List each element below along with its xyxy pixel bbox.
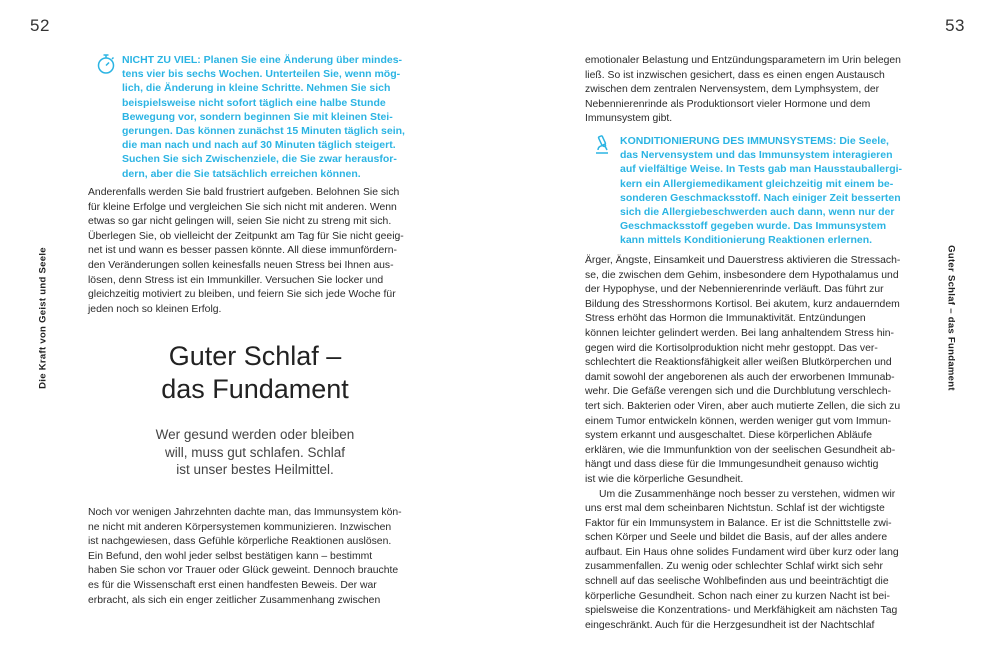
text-line: schen Körper und Seele und bildet die Basis, auf der alles andere: [585, 532, 888, 544]
text-line: Ärger, Ängste, Einsamkeit und Dauerstress aktivieren die Stressach-: [585, 255, 901, 266]
heading-line: das Fundament: [161, 374, 349, 404]
text-line: zusammenfallen. Zu wenig oder schlechter Schlaf wirkt sich sehr: [585, 561, 883, 573]
text-line: können leichter gelindert werden. Bei lang anhaltendem Stress hin-: [585, 327, 895, 339]
text-line: eingeschränkt. Auch für die Herzgesundheit ist der Nachtschlaf: [585, 619, 875, 631]
section-heading: [100, 340, 410, 406]
text-line: ne nicht mit anderen Körpersystemen kommunizieren. Inzwischen: [88, 521, 392, 533]
text-line: erbracht, als sich ein enger zeitlicher Zusammenhang zwischen: [88, 594, 381, 606]
callout-line: das Nervensystem und das Immunsystem interagieren: [620, 149, 893, 162]
text-line: uns erst mal dem scheinbaren Nichtstun. Schlaf ist der wichtigste: [585, 503, 885, 515]
text-line: Faktor für ein Immunsystem in Balance. Er ist die Schnittstelle zwi-: [585, 517, 892, 529]
text-line: den Veränderungen sollen keinesfalls neuen Stress bei Ihnen aus-: [88, 259, 394, 271]
callout-line: sonderen Geschmacksstoff. Nach einiger Zeit besserten: [620, 191, 901, 204]
text-line: etwas so gar nicht gelingen will, seien Sie nicht zu streng mit sich.: [88, 216, 392, 228]
text-line: schlechtert die Reaktionsfähigkeit aller weißen Blutkörperchen und: [585, 357, 892, 369]
section-subheading: [100, 426, 410, 479]
text-line: der Hypophyse, und der Nebennierenrinde verläuft. Das führt zur: [585, 284, 884, 296]
callout-line: tens vier bis sechs Wochen. Unterteilen Sie, wenn mög-: [122, 68, 401, 81]
text-line: Stress erhöht das Hormon die Immunaktivität. Entzündungen: [585, 313, 866, 325]
callout-line: kann mittels Konditionierung Reaktionen erlernen.: [620, 234, 873, 247]
callout-line: dern, aber die Sie tatsächlich erreichen können.: [122, 167, 361, 180]
text-line: jeden noch so kleinen Erfolg.: [88, 303, 222, 315]
text-line: Überlegen Sie, ob vielleicht der Zeitpunkt am Tag für Sie nicht geeig-: [88, 230, 404, 242]
text-line: gegen wird die Kortisolproduktion nicht mehr gestoppt. Das ver-: [585, 342, 878, 354]
right-paragraph-1: [585, 54, 901, 127]
callout-line: kern ein Allergiemedikament gleichzeitig mit einem be-: [620, 177, 894, 190]
text-line: einem Tumor entwickeln können, werden weniger gut vom Immun-: [585, 415, 892, 427]
callout-line: beispielsweise nicht sofort täglich eine halbe Stunde: [122, 96, 386, 109]
text-line: aufbaut. Ein Haus ohne solides Fundament wird über kurz oder lang: [585, 546, 899, 558]
text-line: gleichzeitig motiviert zu bleiben, und feiern Sie sich jede Woche für: [88, 289, 396, 301]
text-line: körperliche Gesundheit. Schon nach einer zu kurzen Nacht ist bei-: [585, 590, 890, 602]
text-line: spielsweise die Konzentrations- und Merkfähigkeit am nächsten Tag: [585, 605, 898, 617]
text-line: Ein Befund, den wohl jeder selbst bestätigen kann – bestimmt: [88, 550, 373, 562]
callout-line: gerungen. Das können zunächst 15 Minuten täglich sein,: [122, 125, 405, 138]
side-label-right: Guter Schlaf – das Fundament: [945, 245, 957, 391]
text-line: schnell auf das seelische Wohlbefinden aus und beeinträchtigt die: [585, 576, 889, 588]
text-line: für kleine Erfolge und vergleichen Sie sich nicht mit anderen. Wenn: [88, 201, 397, 213]
text-line: Noch vor wenigen Jahrzehnten dachte man, das Immunsystem kön-: [88, 507, 402, 518]
text-line: wehr. Die Gefäße verengen sich und die Durchblutung verschlech-: [585, 386, 892, 398]
text-line: es für die Wissenschaft erst einen handfesten Beweis. Der war: [88, 579, 377, 591]
callout-line: sich die Allergiebeschwerden auch dann, wenn nur der: [620, 206, 895, 219]
microscope-icon: [592, 134, 612, 156]
right-paragraph-2: [585, 254, 900, 633]
text-line: Bildung des Stresshormons Kortisol. Bei akutem, kurz andauerndem: [585, 298, 900, 310]
callout-line: lich, die Änderung in kleine Schritte. Nehmen Sie sich: [122, 82, 391, 95]
text-line: emotionaler Belastung und Entzündungsparametern im Urin belegen: [585, 55, 901, 66]
text-line: hängt und dass diese für die Immungesundheit genauso wichtig: [585, 459, 879, 471]
text-line: zwischen dem zentralen Nervensystem, dem Lymphsystem, der: [585, 84, 880, 96]
text-line: ist nachgewiesen, dass Gefühle körperliche Reaktionen auslösen.: [88, 536, 392, 548]
text-line: ist wie die körperliche Gesundheit.: [585, 473, 744, 485]
stopwatch-icon: [96, 53, 116, 75]
text-line: Immunsystem gibt.: [585, 113, 673, 125]
text-line: Um die Zusammenhänge noch besser zu verstehen, widmen wir: [599, 488, 896, 500]
callout-line: Geschmacksstoff gegeben wurde. Das Immunsystem: [620, 220, 887, 233]
text-line: Anderenfalls werden Sie bald frustriert aufgeben. Belohnen Sie sich: [88, 187, 400, 198]
left-paragraph-2: [88, 506, 402, 608]
callout-line: KONDITIONIERUNG DES IMMUNSYSTEMS: Die Seele,: [620, 135, 889, 147]
page-number-left: 52: [30, 16, 50, 35]
callout-not-too-much: [122, 53, 405, 181]
callout-line: NICHT ZU VIEL: Planen Sie eine Änderung über mindes-: [122, 54, 403, 66]
side-label-left: Die Kraft von Geist und Seele: [37, 247, 49, 389]
text-line: net ist und wann es besser passen könnte. All diese immunfördern-: [88, 245, 398, 257]
text-line: damit sowohl der angeborenen als auch der erworbenen Immunab-: [585, 371, 895, 383]
page-number-right: 53: [945, 16, 965, 35]
subheading-line: will, muss gut schlafen. Schlaf: [164, 444, 346, 460]
text-line: tert sich. Bakterien oder Viren, aber auch mutierte Zellen, die sich zu: [585, 400, 901, 412]
text-line: lösen, denn Stress ist ein Immunkiller. Versuchen Sie locker und: [88, 274, 384, 286]
text-line: ließ. So ist inzwischen gesichert, dass es einen engen Austausch: [585, 69, 885, 81]
text-line: haben Sie schon vor Trauer oder Glück geweint. Dennoch brauchte: [88, 565, 399, 577]
heading-line: Guter Schlaf –: [168, 341, 342, 371]
subheading-line: ist unser bestes Heilmittel.: [176, 462, 334, 477]
callout-conditioning: [620, 134, 902, 248]
left-paragraph-1: [88, 186, 404, 317]
text-line: Nebennierenrinde als Produktionsort vieler Hormone und dem: [585, 98, 871, 110]
callout-line: Bewegung vor, sondern beginnen Sie mit kleinen Stei-: [122, 110, 393, 123]
callout-line: Suchen Sie sich Zwischenziele, die Sie zwar herausfor-: [122, 153, 397, 166]
callout-line: auf vielfältige Weise. In Tests gab man Hausstauballergi-: [620, 163, 903, 176]
text-line: erklären, wie die Immunfunktion von der seelischen Gesundheit ab-: [585, 444, 896, 456]
subheading-line: Wer gesund werden oder bleiben: [155, 427, 355, 442]
callout-line: die man nach und nach auf 30 Minuten täglich steigert.: [122, 139, 396, 152]
text-line: se, die zwischen dem Gehim, insbesondere dem Hypothalamus und: [585, 269, 899, 281]
text-line: system erkannt und ausgeschaltet. Diese körperlichen Abläufe: [585, 430, 873, 442]
